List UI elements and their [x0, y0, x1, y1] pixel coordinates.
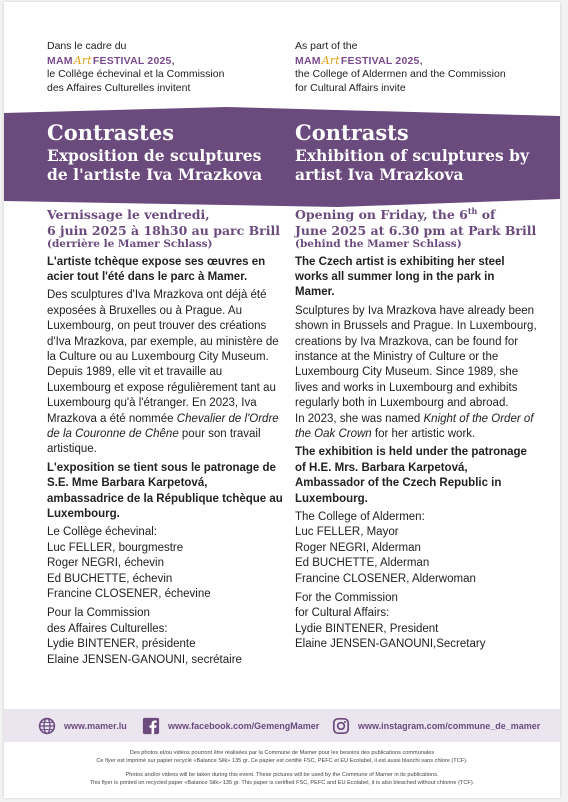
college-fr [47, 525, 287, 602]
patronage-fr: L'exposition se tient sous le patronage de S.E. Mme Barbara Karpetová, ambassadrice de la République tchèque au Luxembourg. [47, 461, 283, 520]
footer-instagram-link[interactable] [332, 716, 540, 736]
description-fr-end: pour son travail artistique. [47, 427, 261, 456]
instagram-icon [332, 717, 350, 735]
college-member: Luc FELLER, Mayor [295, 526, 399, 539]
intro-fr-line1: Dans le cadre du [47, 40, 127, 52]
festival-art-logo: Art [321, 53, 340, 67]
subtitle-en-1: Exhibition of sculptures by [295, 146, 529, 165]
subtitle-fr-1: Exposition de sculptures [47, 146, 262, 165]
commission-member: Elaine JENSEN-GANOUNI, secrétaire [47, 653, 242, 666]
footer-website-link[interactable] [38, 716, 127, 736]
festival-year: FESTIVAL 2025, [340, 54, 423, 67]
intro-fr-line4: des Affaires Culturelles invitent [47, 81, 191, 94]
subtitle-en-2: artist Iva Mrazkova [295, 165, 464, 184]
disclaimer-fr-2: Ce flyer est imprimé sur papier recyclé «Balance Silk» 135 gr. Ce papier est certifié FSC, PEFC et EU Ecolabel, il est aussi blanchi sans chlore (TCF). [96, 757, 468, 764]
commission-en-title-1: For the Commission [295, 592, 398, 605]
patronage-en: The exhibition is held under the patronage of H.E. Mrs. Barbara Karpetová, Ambassador of the Czech Republic in Luxembourg. [295, 446, 527, 505]
commission-en-title-2: for Cultural Affairs: [295, 607, 390, 620]
opening-en-sup: th [467, 205, 478, 216]
college-member: Francine CLOSENER, Alderwoman [295, 572, 476, 585]
commission-en [295, 591, 537, 653]
intro-en-line3: the College of Aldermen and the Commission [295, 68, 506, 80]
footer-facebook-link[interactable] [142, 716, 319, 736]
honor-fr: Chevalier de l'Ordre de la Couronne de Chêne [47, 412, 279, 440]
banner-en [295, 120, 545, 184]
opening-en-1 [295, 207, 537, 223]
college-member: Ed BUCHETTE, échevin [47, 572, 173, 585]
title-en: Contrasts [295, 120, 409, 145]
intro-fr [47, 40, 287, 95]
footer-facebook-text: www.facebook.com/GemengMamer [168, 721, 320, 731]
subtitle-fr-2: de l'artiste Iva Mrazkova [47, 165, 263, 184]
venue-fr: (derrière le Mamer Schlass) [47, 238, 213, 250]
honor-en-end: for her artistic work. [371, 427, 476, 440]
opening-en-1-text: Opening on Friday, the 6 [295, 207, 468, 222]
college-member: Roger NEGRI, Alderman [295, 541, 421, 554]
festival-name-fr [47, 54, 287, 69]
honor-en-paragraph [295, 412, 537, 443]
commission-member: Elaine JENSEN-GANOUNI,Secretary [295, 638, 486, 651]
footer-instagram-text: www.instagram.com/commune_de_mamer [358, 721, 541, 731]
title-fr: Contrastes [47, 120, 175, 145]
college-fr-title: Le Collège échevinal: [47, 526, 157, 539]
college-member: Ed BUCHETTE, Alderman [295, 557, 430, 570]
commission-fr-title-1: Pour la Commission [47, 607, 150, 620]
body-fr [47, 207, 287, 668]
disclaimer-en-1: Photos and/or videos will be taken during this event. These pictures will be used by the Commune of Mamer in its publications. [125, 772, 439, 778]
disclaimer-en [4, 772, 560, 787]
disclaimer-fr-1: Des photos et/ou vidéos pourront être réalisées par la Commune de Mamer pour les besoins des publications communales [129, 750, 435, 756]
description-fr-text: Des sculptures d'Iva Mrazkova ont déjà été exposées à Bruxelles ou à Prague. Au Luxembourg, on peut trouver des créations d'Iva Mrazkova, par exemple, au ministère de la Culture ou au Luxembourg City Museum. Depuis 1989, elle vit et travaille au Luxembourg et expose régulièrement tant au Luxembourg qu'à l'étranger. En 2023, Iva Mrazkova a été nommée [47, 289, 279, 425]
commission-fr-title-2: des Affaires Culturelles: [47, 622, 168, 635]
description-fr [47, 288, 287, 457]
college-member: Luc FELLER, bourgmestre [47, 541, 184, 554]
lead-en: The Czech artist is exhibiting her steel works all summer long in the park in Mamer. [295, 255, 505, 299]
opening-en-2: June 2025 at 6.30 pm at Park Brill [295, 222, 537, 238]
intro-en [295, 40, 545, 95]
opening-fr-2: 6 juin 2025 à 18h30 au parc Brill [47, 222, 280, 238]
banner-fr [47, 120, 287, 184]
facebook-icon [142, 717, 160, 735]
festival-mam: MAM [47, 54, 73, 67]
footer-website-text: www.mamer.lu [64, 721, 127, 731]
college-member: Francine CLOSENER, échevine [47, 588, 211, 601]
intro-fr-line3: le Collège échevinal et la Commission [47, 68, 225, 80]
flyer-page [4, 2, 560, 798]
commission-fr [47, 606, 287, 668]
description-en: Sculptures by Iva Mrazkova have already been shown in Brussels and Prague. In Luxembourg, creations by Iva Mrazkova, can be found for instance at the Ministry of Culture or the Luxembourg City Museum. Since 1989, she lives and works in Luxembourg and exhibits regularly both in Luxembourg and abroad. [295, 304, 537, 410]
honor-en: Knight of the Order of the Oak Crown [295, 412, 534, 440]
festival-art-logo: Art [73, 53, 92, 67]
festival-year: FESTIVAL 2025, [92, 54, 175, 67]
opening-en-1-end: of [477, 207, 496, 222]
commission-member: Lydie BINTENER, President [295, 622, 439, 635]
festival-name-en [295, 54, 545, 69]
lead-fr: L'artiste tchèque expose ses œuvres en acier tout l'été dans le parc à Mamer. [47, 255, 266, 283]
commission-member: Lydie BINTENER, présidente [47, 638, 196, 651]
college-en [295, 510, 537, 587]
festival-mam: MAM [295, 54, 321, 67]
college-member: Roger NEGRI, échevin [47, 557, 164, 570]
venue-en: (behind the Mamer Schlass) [295, 238, 462, 250]
intro-en-line1: As part of the [295, 40, 358, 52]
intro-en-line4: for Cultural Affairs invite [295, 81, 406, 94]
honor-en-text: In 2023, she was named [295, 412, 424, 425]
opening-fr-1: Vernissage le vendredi, [47, 207, 210, 222]
disclaimer-en-2: This flyer is printed on recycled paper «Balance Silk» 135 gr. This paper is certified FSC, PEFC and EU Ecolabel, it is also bleached without chlorine (TCF). [89, 779, 475, 786]
globe-icon [38, 717, 56, 735]
disclaimer-fr [4, 750, 560, 765]
college-en-title: The College of Aldermen: [295, 511, 425, 523]
body-en [295, 207, 537, 653]
